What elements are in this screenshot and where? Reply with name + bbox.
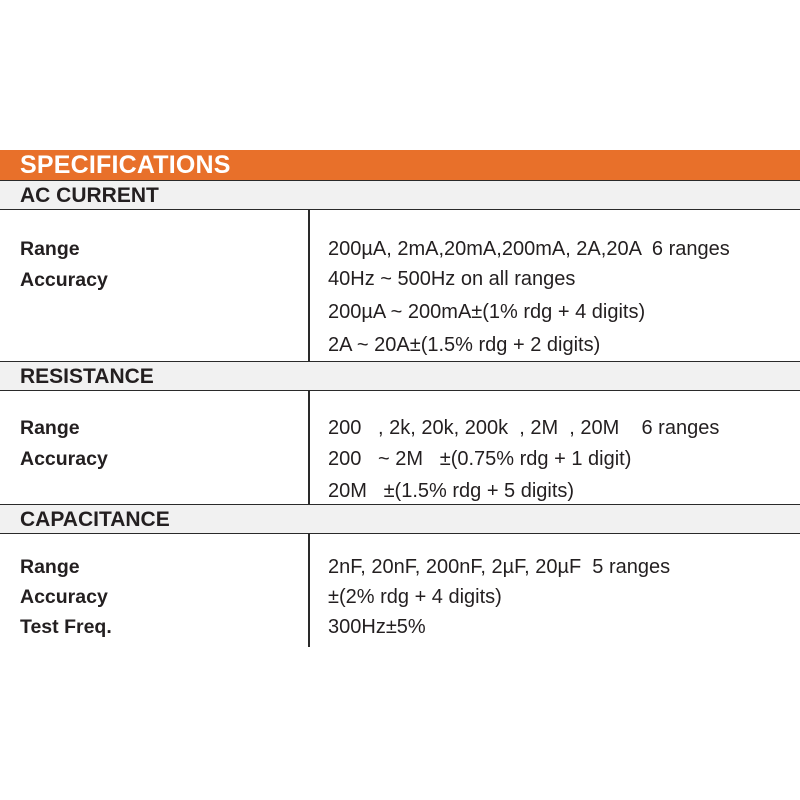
value-line: 20M ±(1.5% rdg + 5 digits)	[328, 480, 575, 502]
spec-row-test-freq	[0, 616, 800, 639]
spec-row-range	[0, 210, 800, 261]
value-line: 2A ~ 20A±(1.5% rdg + 2 digits)	[328, 334, 601, 356]
row-label: Accuracy	[20, 448, 108, 470]
row-values	[308, 556, 670, 579]
value-line: 200µA ~ 200mA±(1% rdg + 4 digits)	[328, 301, 646, 323]
column-divider	[308, 210, 310, 361]
row-label: Test Freq.	[20, 616, 112, 638]
column-divider	[308, 534, 310, 647]
section-body-capacitance	[0, 534, 800, 647]
value-line: 200 , 2k, 20k, 200k , 2M , 20M 6 ranges	[328, 417, 720, 439]
page-title: SPECIFICATIONS	[0, 150, 800, 180]
row-label: Range	[20, 238, 80, 260]
spec-row-accuracy	[0, 448, 800, 507]
section-header-capacitance: CAPACITANCE	[0, 504, 800, 534]
spec-row-accuracy	[0, 586, 800, 609]
value-line: 200 ~ 2M ±(0.75% rdg + 1 digit)	[328, 448, 632, 470]
section-header-resistance: RESISTANCE	[0, 361, 800, 391]
value-line: 40Hz ~ 500Hz on all ranges	[328, 268, 576, 290]
spec-row-range	[0, 534, 800, 579]
spec-table	[0, 150, 800, 647]
row-label: Range	[20, 417, 80, 439]
section-body-ac-current	[0, 210, 800, 361]
row-values	[308, 586, 502, 609]
row-label: Accuracy	[20, 586, 108, 608]
value-line: 300Hz±5%	[328, 616, 426, 638]
row-values	[308, 417, 719, 440]
row-values	[308, 238, 730, 261]
spec-row-accuracy	[0, 269, 800, 362]
row-label: Range	[20, 556, 80, 578]
section-header-ac-current: AC CURRENT	[0, 180, 800, 210]
value-line: 2nF, 20nF, 200nF, 2µF, 20µF 5 ranges	[328, 556, 671, 578]
row-values	[308, 263, 645, 362]
row-values	[308, 616, 426, 639]
value-line: 200µA, 2mA,20mA,200mA, 2A,20A 6 ranges	[328, 238, 730, 260]
column-divider	[308, 391, 310, 504]
spec-row-range	[0, 391, 800, 440]
section-body-resistance	[0, 391, 800, 504]
row-label: Accuracy	[20, 269, 108, 291]
value-line: ±(2% rdg + 4 digits)	[328, 586, 502, 608]
row-values	[308, 443, 631, 507]
